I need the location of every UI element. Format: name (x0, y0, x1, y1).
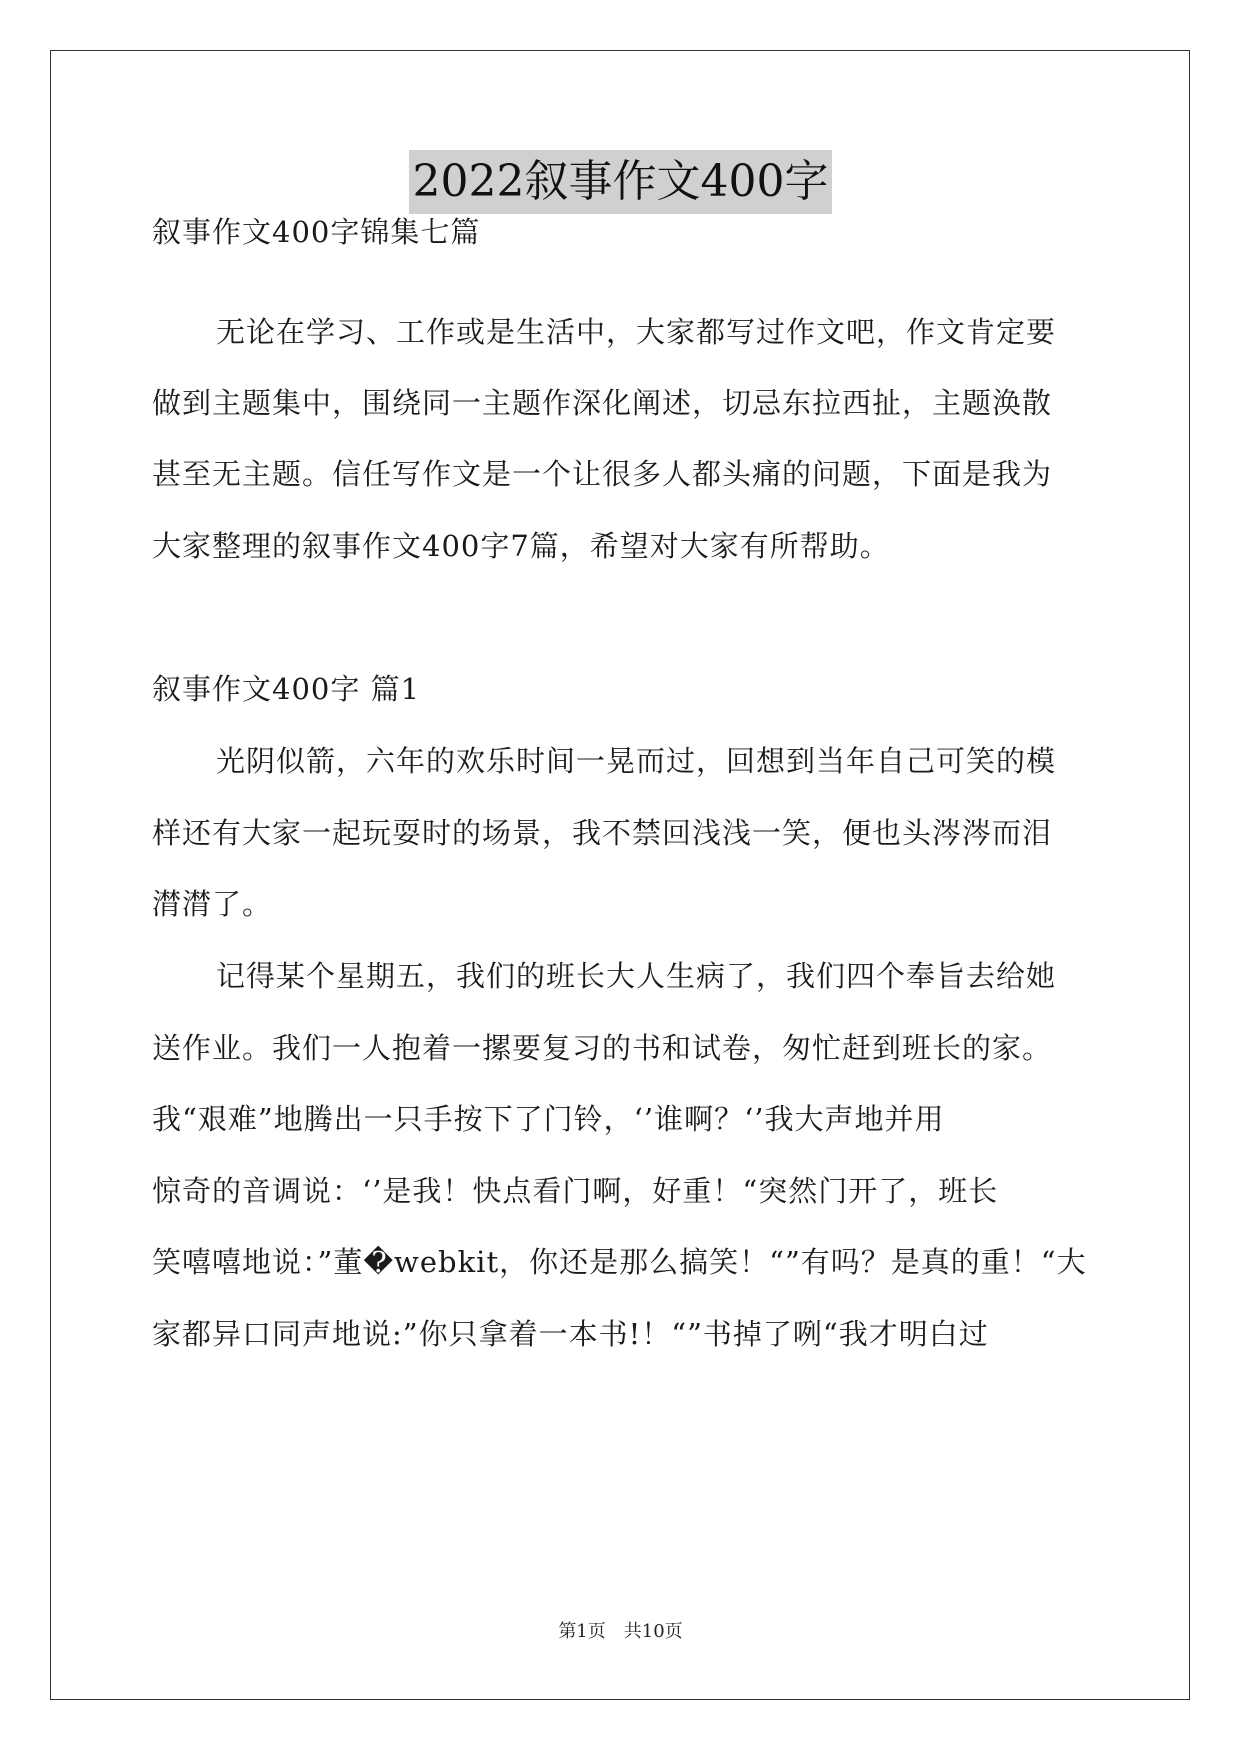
intro-line: 做到主题集中，围绕同一主题作深化阐述，切忌东拉西扯，主题涣散 (152, 386, 1053, 420)
document-title: 2022叙事作文400字 (409, 150, 833, 214)
section-heading: 叙事作文400字 篇1 (152, 672, 421, 706)
intro-line: 大家整理的叙事作文400字7篇，希望对大家有所帮助。 (152, 529, 890, 563)
intro-line: 甚至无主题。信任写作文是一个让很多人都头痛的问题，下面是我为 (152, 457, 1053, 491)
page-border (50, 50, 1190, 1700)
paragraph-line: 惊奇的音调说：‘’是我！快点看门啊，好重！“突然门开了，班长 (152, 1174, 999, 1208)
intro-line: 无论在学习、工作或是生活中，大家都写过作文吧，作文肯定要 (216, 315, 1057, 349)
paragraph-line: 潸潸了。 (152, 887, 273, 921)
paragraph-line: 送作业。我们一人抱着一摞要复习的书和试卷，匆忙赶到班长的家。 (152, 1031, 1053, 1065)
paragraph-line: 样还有大家一起玩耍时的场景，我不禁回浅浅一笑，便也头涔涔而泪 (152, 816, 1053, 850)
paragraph-line: 家都异口同声地说:”你只拿着一本书!！“”书掉了咧“我才明白过 (152, 1317, 989, 1351)
document-subtitle: 叙事作文400字锦集七篇 (152, 215, 481, 249)
title-container (0, 150, 1241, 214)
page-number: 第1页 共10页 (558, 1621, 683, 1642)
paragraph-line: 记得某个星期五，我们的班长大人生病了，我们四个奉旨去给她 (216, 959, 1057, 993)
paragraph-line: 光阴似箭，六年的欢乐时间一晃而过，回想到当年自己可笑的模 (216, 744, 1057, 778)
paragraph-line: 笑嘻嘻地说：”董�webkit，你还是那么搞笑！“”有吗？是真的重！“大 (152, 1245, 1087, 1279)
paragraph-line: 我“艰难”地腾出一只手按下了门铃，‘’谁啊？‘’我大声地并用 (152, 1102, 945, 1136)
